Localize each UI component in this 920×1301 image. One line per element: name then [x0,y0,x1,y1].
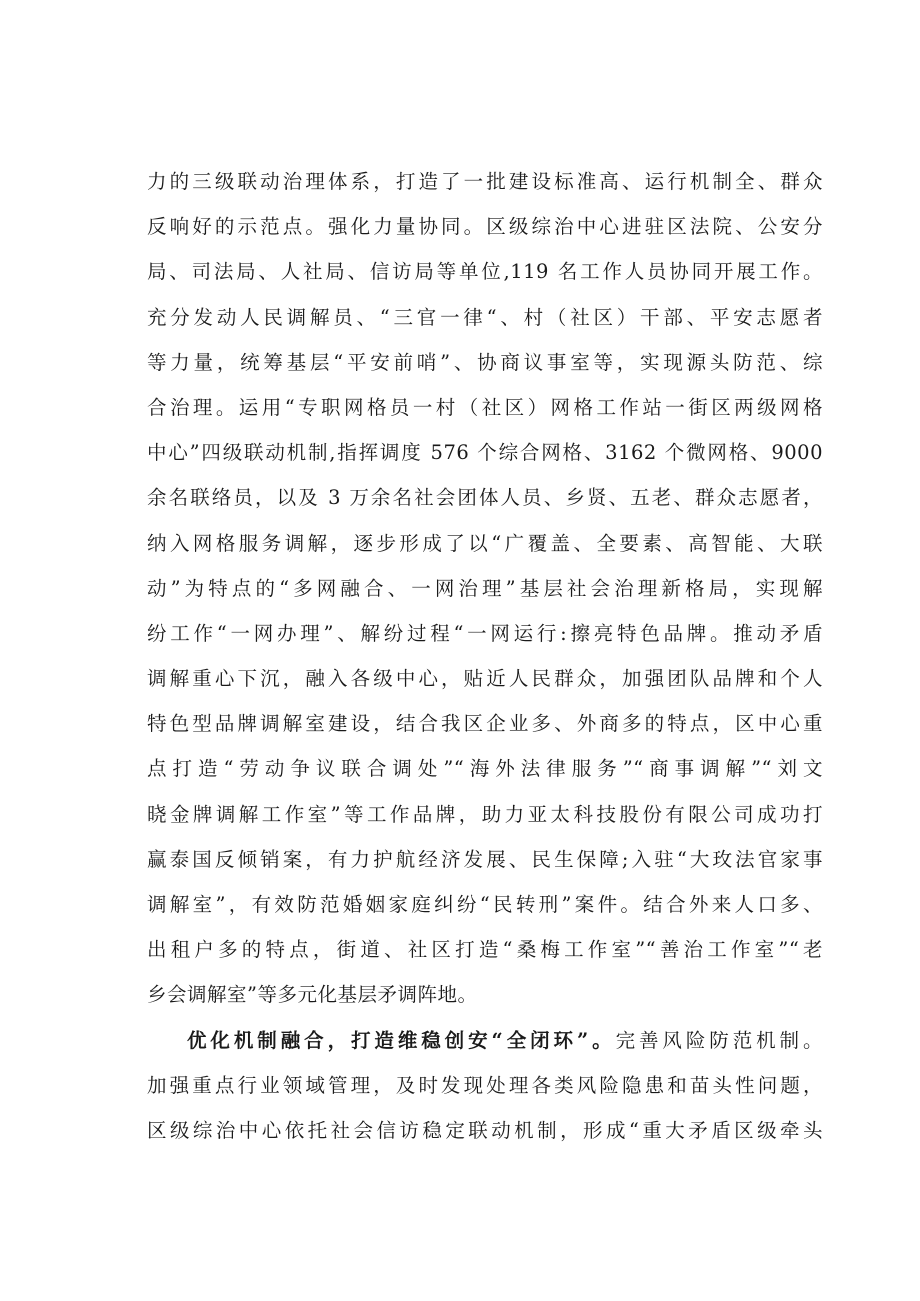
text-line: 调解重心下沉，融入各级中心，贴近人民群众，加强团队品牌和个人 [147,667,823,691]
document-body [147,159,823,1153]
paragraph-1 [147,159,823,1018]
text-line: 充分发动人民调解员、“三官一律“、村（社区）干部、平安志愿者 [147,305,823,329]
text-line: 调解室”，有效防范婚姻家庭纠纷“民转刑”案件。结合外来人口多、 [147,893,823,916]
text-line: 反响好的示范点。强化力量协同。区级综治中心进驻区法院、公安分 [147,215,823,239]
text-line: 加强重点行业领域管理，及时发现处理各类风险隐患和苗头性问题， [147,1073,823,1097]
text-line: 赢泰国反倾销案，有力护航经济发展、民生保障;入驻“大玫法官家事 [147,847,823,871]
text-line: 区级综治中心依托社会信访稳定联动机制，形成“重大矛盾区级牵头 [147,1118,823,1142]
text-line: 晓金牌调解工作室”等工作品牌，助力亚太科技股份有限公司成功打 [147,802,823,826]
text-run: 完善风险防范机制。 [615,1028,823,1052]
paragraph-2-first-line [147,1018,823,1063]
text-line: 余名联络员，以及 3 万余名社会团体人员、乡贤、五老、群众志愿者， [147,486,823,510]
text-line: 力的三级联动治理体系，打造了一批建设标准高、运行机制全、群众 [147,170,823,193]
text-line: 合治理。运用“专职网格员一村（社区）网格工作站一街区两级网格 [147,395,823,419]
text-line: 出租户多的特点，街道、社区打造“桑梅工作室”“善治工作室”“老 [147,938,823,962]
text-line: 动”为特点的“多网融合、一网治理”基层社会治理新格局，实现解 [147,576,823,600]
text-line: 乡会调解室”等多元化基层矛调阵地。 [147,983,478,1007]
text-line: 纷工作“一网办理”、解纷过程“一网运行:擦亮特色品牌。推动矛盾 [147,621,823,645]
text-line: 等力量，统筹基层“平安前哨”、协商议事室等，实现源头防范、综 [147,350,823,374]
text-line: 纳入网格服务调解，逐步形成了以“广覆盖、全要素、高智能、大联 [147,531,823,555]
text-line: 点打造“劳动争议联合调处”“海外法律服务”“商事调解”“刘文 [147,757,823,781]
paragraph-2 [147,1018,823,1154]
text-line: 中心”四级联动机制,指挥调度 576 个综合网格、3162 个微网格、9000 [147,441,823,465]
section-heading: 优化机制融合，打造维稳创安“全闭环”。 [187,1028,616,1052]
text-line: 局、司法局、人社局、信访局等单位,119 名工作人员协同开展工作。 [147,260,823,284]
text-line: 特色型品牌调解室建设，结合我区企业多、外商多的特点，区中心重 [147,712,823,736]
